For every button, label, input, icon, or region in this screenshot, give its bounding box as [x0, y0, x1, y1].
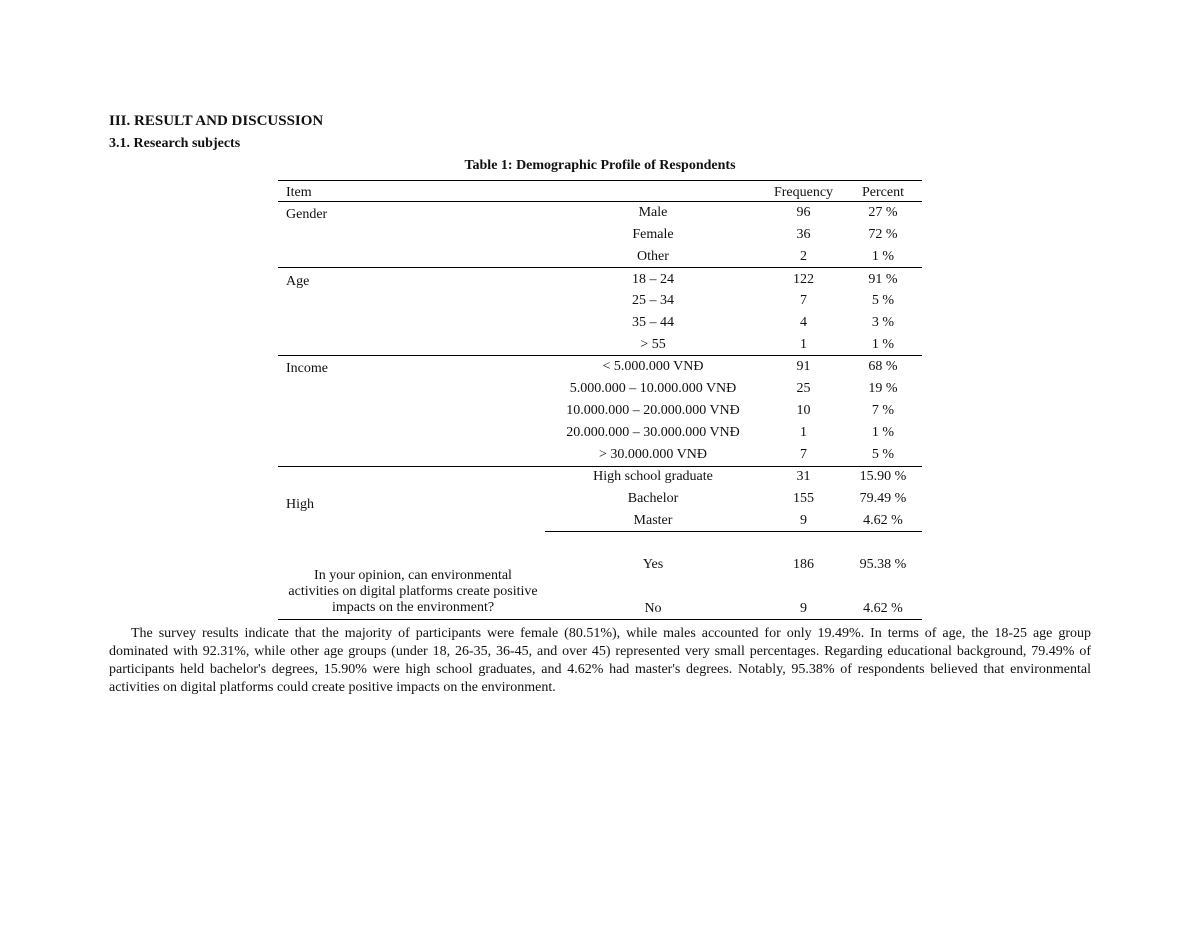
cell-frequency: 1	[800, 425, 807, 440]
cell-percent: 72 %	[868, 227, 898, 242]
cell-value: 5.000.000 – 10.000.000 VNĐ	[569, 381, 737, 396]
gender-rule	[278, 267, 922, 268]
cell-value: Master	[633, 513, 673, 528]
cell-percent: 1 %	[871, 425, 895, 440]
cell-percent: 7 %	[871, 403, 895, 418]
table-caption: Table 1: Demographic Profile of Respondents	[464, 158, 736, 173]
table-top-rule	[278, 180, 922, 181]
cell-percent: 1 %	[871, 337, 895, 352]
section-heading: III. RESULT AND DISCUSSION	[109, 113, 324, 129]
results-paragraph: The survey results indicate that the majority of participants were female (80.51%), while males accounted for only 19.49%. In terms of age, the 18-25 age group dominated with 92.31%, while other age groups (under 18, 26-35, 36-45, and over 45) represented very small percentages. Regarding educational background, 79.49% of participants held bachelor's degrees, 15.90% were high school graduates, and 4.62% had master's degrees. Notably, 95.38% of respondents believed that environmental activities on digital platforms could create positive impacts on the environment.	[109, 626, 1091, 695]
cell-percent: 5 %	[871, 447, 895, 462]
age-rule	[278, 355, 922, 356]
cell-frequency: 2	[800, 249, 807, 264]
cell-percent: 3 %	[871, 315, 895, 330]
education-rule	[545, 531, 922, 532]
table-bottom-rule	[278, 619, 922, 620]
cell-percent: 5 %	[871, 293, 895, 308]
cell-frequency: 122	[793, 272, 814, 287]
group-label-gender: Gender	[286, 207, 328, 222]
group-label-education: High	[286, 497, 314, 512]
cell-frequency: 31	[796, 469, 811, 484]
cell-percent: 1 %	[871, 249, 895, 264]
cell-frequency: 4	[800, 315, 807, 330]
cell-percent: 79.49 %	[859, 491, 907, 506]
cell-frequency: 36	[796, 227, 811, 242]
cell-percent: 4.62 %	[863, 513, 903, 528]
income-rule	[278, 466, 922, 467]
header-frequency: Frequency	[773, 185, 834, 200]
subsection-heading: 3.1. Research subjects	[109, 136, 241, 151]
cell-frequency: 96	[796, 205, 811, 220]
cell-frequency: 1	[800, 337, 807, 352]
cell-value: No	[644, 601, 662, 616]
header-rule	[278, 201, 922, 202]
group-label-income: Income	[286, 361, 328, 376]
cell-value: Bachelor	[627, 491, 679, 506]
cell-value: 25 – 34	[632, 293, 674, 308]
cell-frequency: 186	[793, 557, 814, 572]
cell-value: 20.000.000 – 30.000.000 VNĐ	[566, 425, 740, 440]
cell-frequency: 25	[796, 381, 811, 396]
cell-value: 18 – 24	[632, 272, 674, 287]
cell-value: Other	[637, 249, 669, 264]
cell-value: < 5.000.000 VNĐ	[602, 359, 704, 374]
cell-value: 35 – 44	[632, 315, 674, 330]
cell-value: Female	[632, 227, 674, 242]
cell-frequency: 7	[800, 293, 807, 308]
cell-value: > 55	[640, 337, 666, 352]
group-label-opinion: In your opinion, can environmental activities on digital platforms create positive impacts on the environment?	[288, 568, 538, 615]
cell-percent: 95.38 %	[859, 557, 907, 572]
cell-percent: 27 %	[868, 205, 898, 220]
header-item: Item	[286, 185, 312, 200]
cell-frequency: 9	[800, 601, 807, 616]
cell-frequency: 155	[793, 491, 814, 506]
group-label-age: Age	[286, 274, 310, 289]
cell-value: 10.000.000 – 20.000.000 VNĐ	[566, 403, 740, 418]
cell-frequency: 91	[796, 359, 811, 374]
cell-percent: 15.90 %	[859, 469, 907, 484]
cell-percent: 19 %	[868, 381, 898, 396]
cell-percent: 68 %	[868, 359, 898, 374]
demographic-table	[278, 180, 922, 620]
cell-value: High school graduate	[593, 469, 713, 484]
cell-value: > 30.000.000 VNĐ	[599, 447, 707, 462]
header-percent: Percent	[862, 185, 904, 200]
cell-frequency: 10	[796, 403, 811, 418]
cell-value: Male	[638, 205, 668, 220]
cell-frequency: 9	[800, 513, 807, 528]
cell-frequency: 7	[800, 447, 807, 462]
cell-percent: 91 %	[868, 272, 898, 287]
cell-percent: 4.62 %	[863, 601, 903, 616]
cell-value: Yes	[642, 557, 664, 572]
